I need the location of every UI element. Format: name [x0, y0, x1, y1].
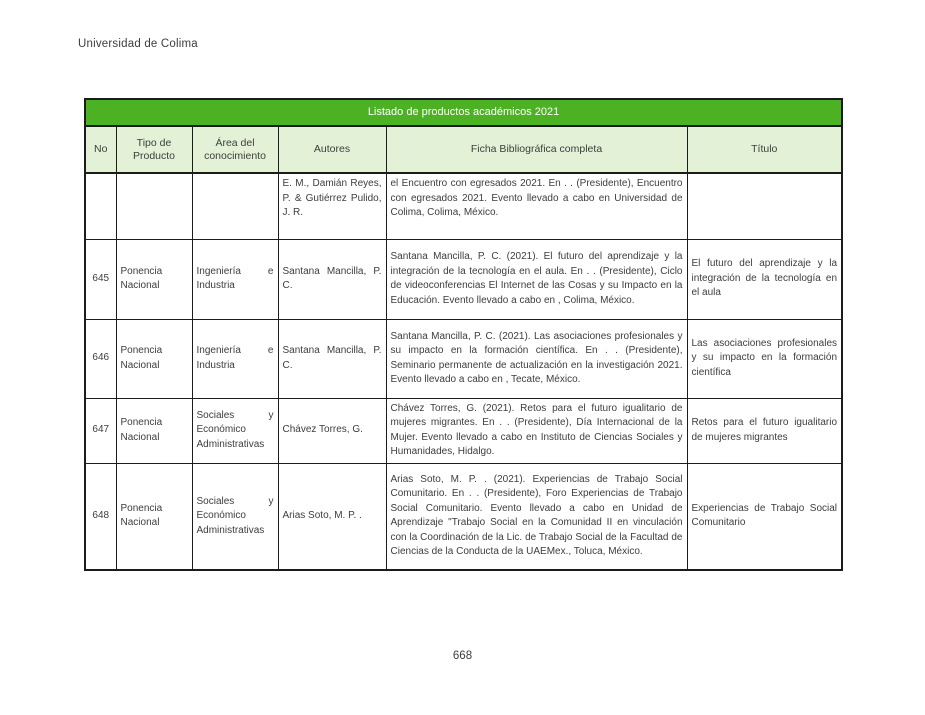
cell-autores: Santana Mancilla, P. C.	[278, 319, 386, 398]
column-header-tipo: Tipo de Producto	[116, 126, 192, 173]
products-table	[84, 98, 843, 571]
cell-autores: Chávez Torres, G.	[278, 398, 386, 463]
cell-tipo: Ponencia Nacional	[116, 319, 192, 398]
cell-autores: Santana Mancilla, P. C.	[278, 239, 386, 319]
cell-tipo: Ponencia Nacional	[116, 463, 192, 570]
cell-tipo	[116, 173, 192, 239]
cell-area: Sociales y Económico Administrativas	[192, 398, 278, 463]
cell-area	[192, 173, 278, 239]
cell-no: 646	[85, 319, 116, 398]
cell-area: Ingeniería e Industria	[192, 239, 278, 319]
document-header-title: Universidad de Colima	[78, 38, 198, 50]
cell-titulo: El futuro del aprendizaje y la integración de la tecnología en el aula	[687, 239, 842, 319]
cell-titulo: Retos para el futuro igualitario de mujeres migrantes	[687, 398, 842, 463]
page-number: 668	[452, 650, 473, 662]
column-header-autores: Autores	[278, 126, 386, 173]
column-header-ficha: Ficha Bibliográfica completa	[386, 126, 687, 173]
cell-no: 645	[85, 239, 116, 319]
cell-autores: E. M., Damián Reyes, P. & Gutiérrez Pulido, J. R.	[278, 173, 386, 239]
table-row	[85, 463, 842, 570]
table-row	[85, 239, 842, 319]
column-header-titulo: Título	[687, 126, 842, 173]
cell-titulo: Experiencias de Trabajo Social Comunitario	[687, 463, 842, 570]
cell-titulo: Las asociaciones profesionales y su impacto en la formación científica	[687, 319, 842, 398]
cell-ficha: Arias Soto, M. P. . (2021). Experiencias de Trabajo Social Comunitario. En . . (Presidente), Foro Experiencias de Trabajo Social Comunitario. Evento llevado a cabo en Unidad de Aprendizaje "Trabajo Social en la Comunidad II en vinculación con la Coordinación de la Lic. de Trabajo Social de la Facultad de Ciencias de la Conducta de la UAEMex., Toluca, México.	[386, 463, 687, 570]
column-header-no: No	[85, 126, 116, 173]
cell-ficha: el Encuentro con egresados 2021. En . . (Presidente), Encuentro con egresados 2021. Evento llevado a cabo en Universidad de Colima, Colima, México.	[386, 173, 687, 239]
cell-area: Sociales y Económico Administrativas	[192, 463, 278, 570]
column-header-area: Área del conocimiento	[192, 126, 278, 173]
cell-tipo: Ponencia Nacional	[116, 239, 192, 319]
cell-area: Ingeniería e Industria	[192, 319, 278, 398]
cell-tipo: Ponencia Nacional	[116, 398, 192, 463]
cell-ficha: Chávez Torres, G. (2021). Retos para el futuro igualitario de mujeres migrantes. En . . (Presidente), Día Internacional de la Mujer. Evento llevado a cabo en Instituto de Ciencias Sociales y Humanidades, Hidalgo.	[386, 398, 687, 463]
cell-autores: Arias Soto, M. P. .	[278, 463, 386, 570]
cell-titulo	[687, 173, 842, 239]
table-row	[85, 173, 842, 239]
table-title-row	[85, 99, 842, 126]
cell-no	[85, 173, 116, 239]
cell-no: 648	[85, 463, 116, 570]
cell-no: 647	[85, 398, 116, 463]
table-row	[85, 398, 842, 463]
table-body	[85, 173, 842, 570]
table-header-row	[85, 126, 842, 173]
cell-ficha: Santana Mancilla, P. C. (2021). El futuro del aprendizaje y la integración de la tecnología en el aula. En . . (Presidente), Ciclo de videoconferencias El Internet de las Cosas y su Impacto en la Educación. Evento llevado a cabo en , Colima, México.	[386, 239, 687, 319]
table-title: Listado de productos académicos 2021	[85, 99, 842, 126]
cell-ficha: Santana Mancilla, P. C. (2021). Las asociaciones profesionales y su impacto en la formación científica. En . . (Presidente), Seminario permanente de actualización en la investigación 2021. Evento llevado a cabo en , Tecate, México.	[386, 319, 687, 398]
table-row	[85, 319, 842, 398]
